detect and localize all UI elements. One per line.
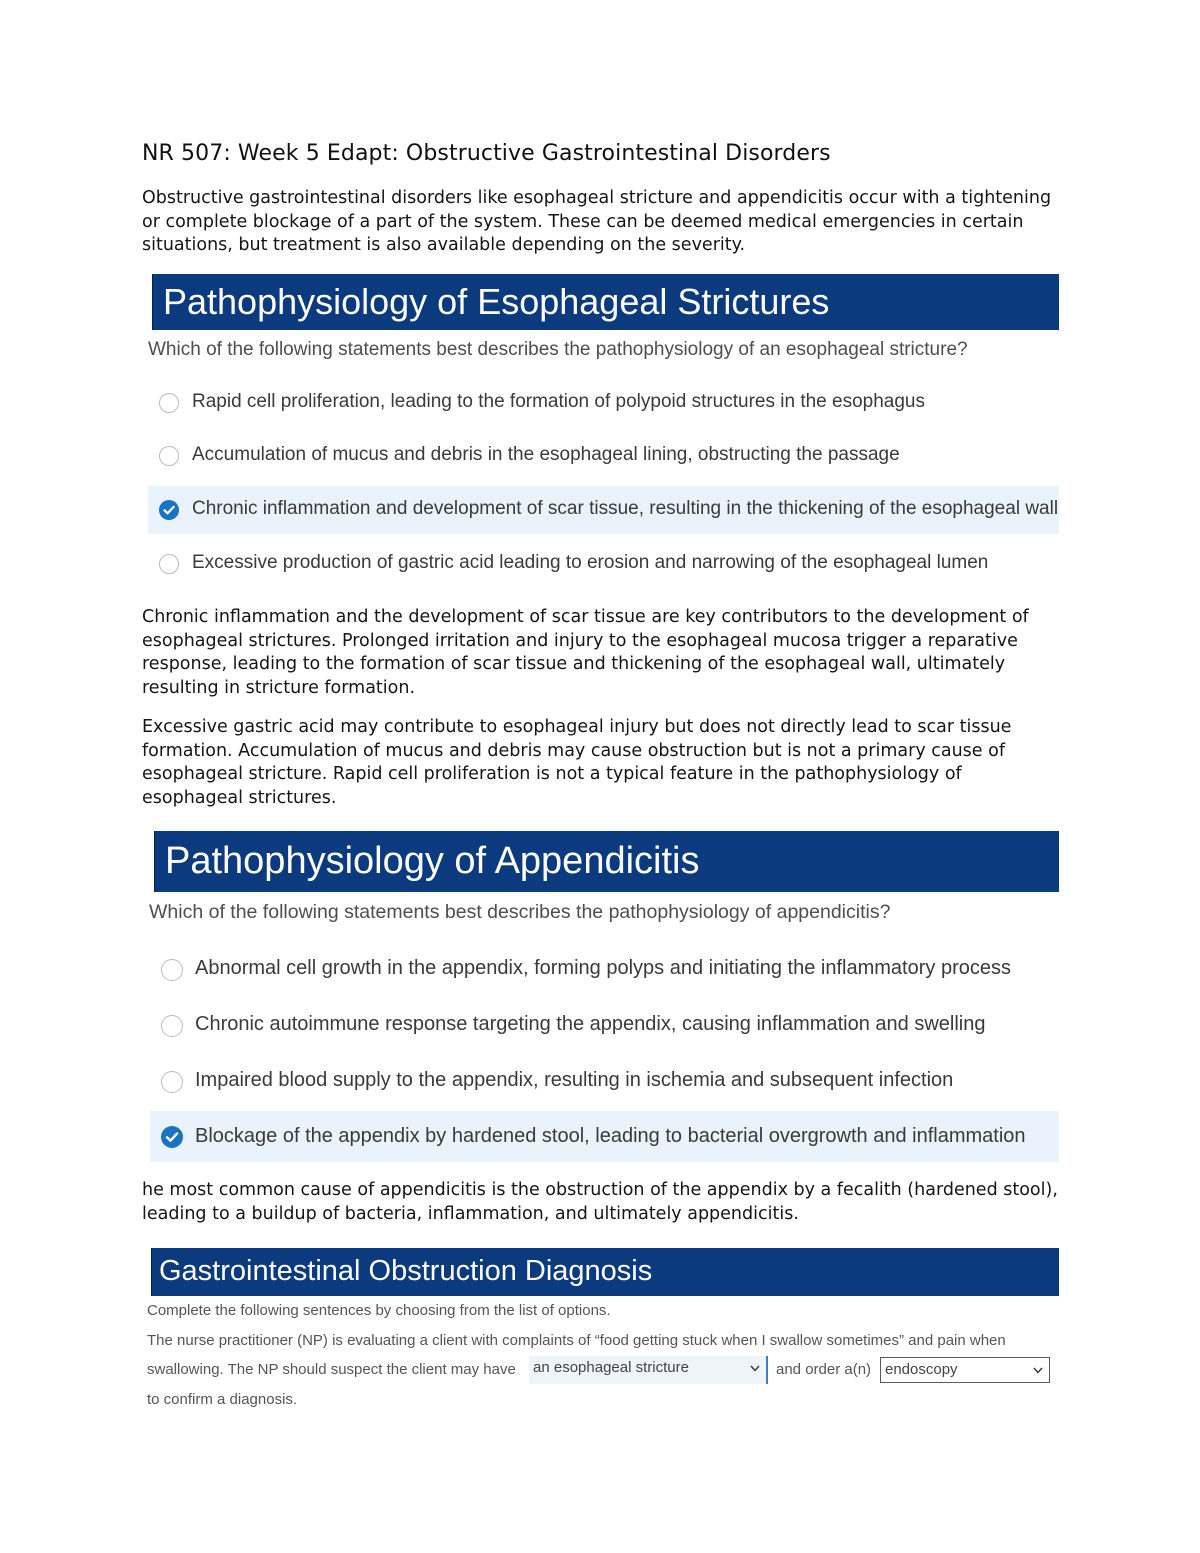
explanation-paragraph: Excessive gastric acid may contribute to esophageal injury but does not directly lead to scar tissue formation. Accumulation of mucus and debris may cause obstruction but is not a primary cause of esophageal stricture. Rapid cell proliferation is not a typical feature in the pathophysiology of esophageal strictures.	[142, 717, 1012, 809]
chevron-down-icon[interactable]	[750, 1365, 760, 1372]
instruction-text: Complete the following sentences by choosing from the list of options.	[147, 1302, 611, 1319]
diagnosis-select[interactable]	[529, 1356, 768, 1384]
radio-icon[interactable]	[161, 959, 183, 981]
checked-radio-icon[interactable]	[159, 500, 179, 520]
test-select-value: endoscopy	[885, 1361, 958, 1378]
radio-icon[interactable]	[161, 1015, 183, 1037]
sentence-line: and order a(n)	[776, 1361, 872, 1378]
radio-icon[interactable]	[159, 446, 179, 466]
question-appendicitis: Which of the following statements best describes the pathophysiology of appendicitis?	[149, 901, 891, 923]
answer-option[interactable]: Abnormal cell growth in the appendix, forming polyps and initiating the inflammatory process	[150, 944, 1059, 994]
sentence-line: to confirm a diagnosis.	[147, 1391, 298, 1408]
radio-icon[interactable]	[161, 1071, 183, 1093]
intro-paragraph: Obstructive gastrointestinal disorders like esophageal stricture and appendicitis occur with a tightening or complete blockage of a part of the system. These can be deemed medical emergencies in certain situations, but treatment is also available depending on the severity.	[142, 188, 1052, 256]
answer-option[interactable]: Rapid cell proliferation, leading to the formation of polypoid structures in the esophagus	[148, 379, 1059, 427]
answer-option[interactable]: Accumulation of mucus and debris in the esophageal lining, obstructing the passage	[148, 432, 1059, 480]
answer-option[interactable]: Chronic autoimmune response targeting the appendix, causing inflammation and swelling	[150, 1000, 1059, 1050]
sentence-line: The nurse practitioner (NP) is evaluating a client with complaints of “food getting stuck when I swallow sometimes” and pain when	[147, 1332, 1006, 1349]
radio-icon[interactable]	[159, 554, 179, 574]
answer-option-selected[interactable]: Blockage of the appendix by hardened stool, leading to bacterial overgrowth and inflammation	[150, 1111, 1059, 1162]
section-banner-esophageal: Pathophysiology of Esophageal Strictures	[152, 274, 1059, 330]
radio-icon[interactable]	[159, 393, 179, 413]
document-title: NR 507: Week 5 Edapt: Obstructive Gastrointestinal Disorders	[142, 141, 831, 166]
explanation-paragraph: he most common cause of appendicitis is the obstruction of the appendix by a fecalith (hardened stool), leading to a buildup of bacteria, inflammation, and ultimately appendicitis.	[142, 1180, 1058, 1224]
explanation-paragraph: Chronic inflammation and the development of scar tissue are key contributors to the development of esophageal strictures. Prolonged irritation and injury to the esophageal mucosa trigger a reparative response, leading to the formation of scar tissue and thickening of the esophageal wall, ultimately resulting in stricture formation.	[142, 607, 1029, 699]
chevron-down-icon[interactable]	[1033, 1367, 1043, 1374]
test-select[interactable]	[880, 1357, 1050, 1383]
answer-option[interactable]: Excessive production of gastric acid leading to erosion and narrowing of the esophageal lumen	[148, 540, 1059, 588]
section-banner-diagnosis: Gastrointestinal Obstruction Diagnosis	[151, 1248, 1059, 1296]
question-esophageal: Which of the following statements best describes the pathophysiology of an esophageal stricture?	[148, 339, 968, 360]
sentence-line: swallowing. The NP should suspect the client may have	[147, 1361, 516, 1378]
section-banner-appendicitis: Pathophysiology of Appendicitis	[154, 831, 1059, 892]
diagnosis-select-value: an esophageal stricture	[533, 1359, 689, 1376]
checked-radio-icon[interactable]	[161, 1126, 183, 1148]
answer-option-selected[interactable]: Chronic inflammation and development of scar tissue, resulting in the thickening of the esophageal wall	[148, 486, 1059, 534]
answer-option[interactable]: Impaired blood supply to the appendix, resulting in ischemia and subsequent infection	[150, 1056, 1059, 1106]
